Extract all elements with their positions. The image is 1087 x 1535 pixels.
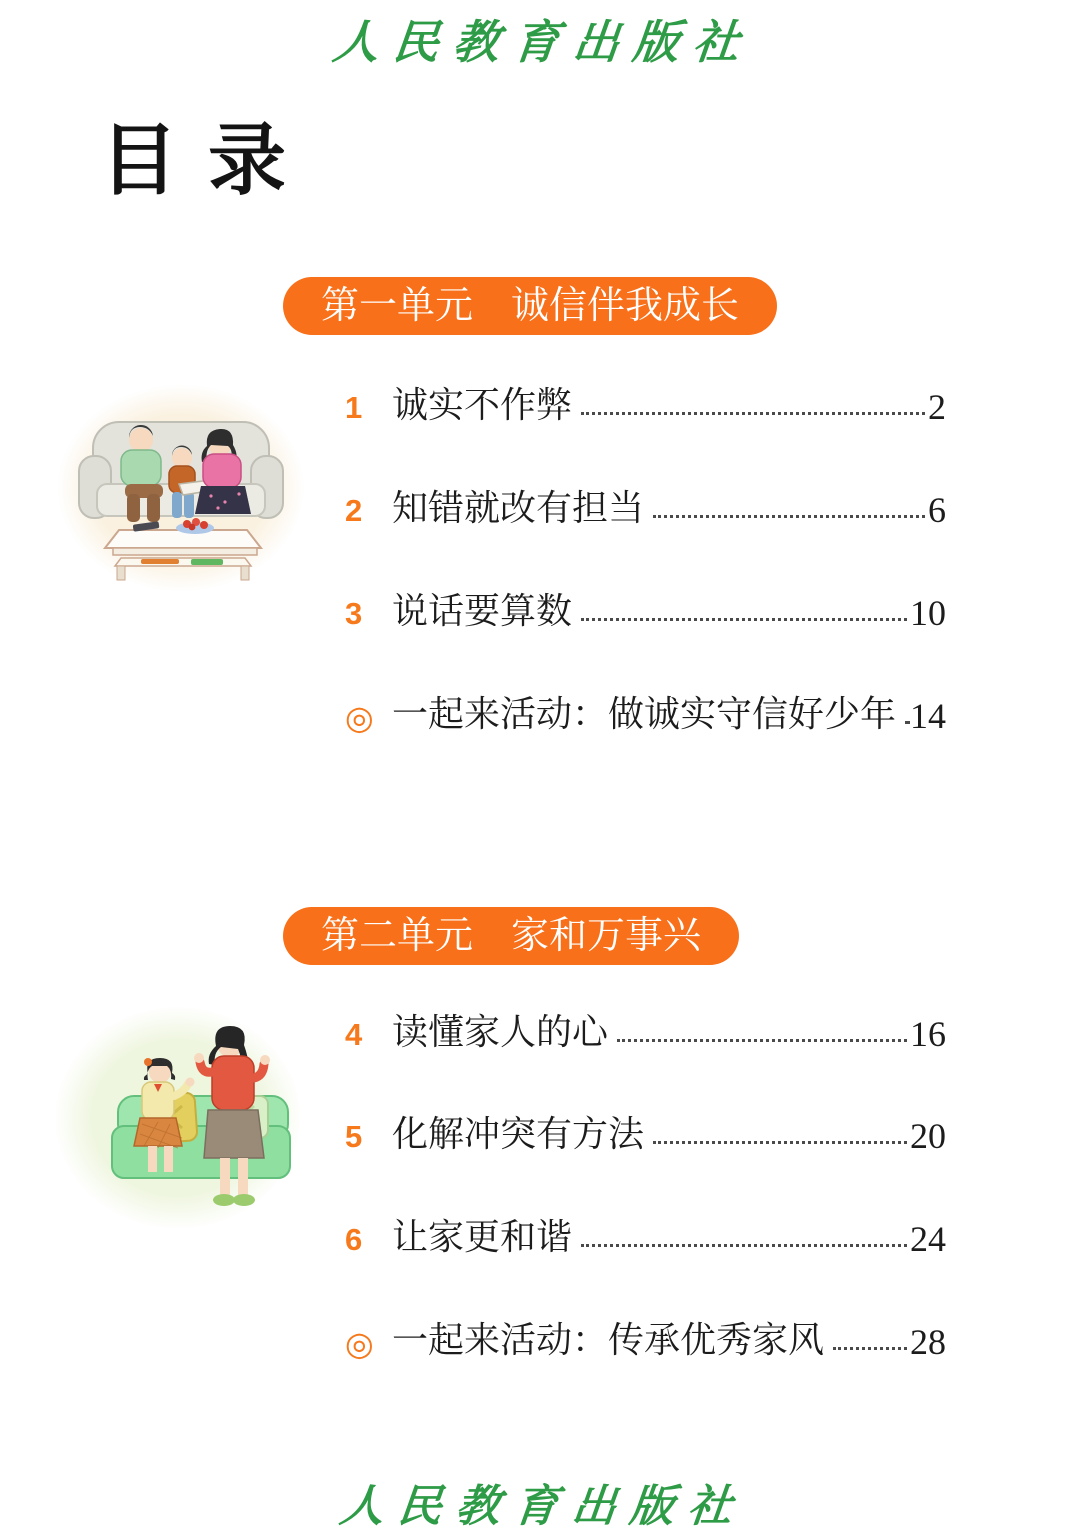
publisher-logo-footer: 人民教育出版社 (337, 1481, 749, 1532)
dot-leader (581, 618, 907, 621)
toc-row-lesson-3 (345, 585, 946, 631)
mother-talking-with-daughter-illustration (52, 1000, 304, 1236)
publisher-logo-header: 人民教育出版社 (330, 15, 757, 69)
activity-bullet-icon: ◎ (345, 1325, 374, 1362)
activity-title: 一起来活动：做诚实守信好少年 (392, 694, 897, 735)
lesson-number: 3 (345, 596, 363, 632)
lesson-title: 知错就改有担当 (392, 488, 645, 529)
toc-row-lesson-2 (345, 482, 946, 528)
page-number: 10 (910, 593, 946, 633)
dot-leader (653, 1141, 907, 1144)
page-number: 16 (910, 1014, 946, 1054)
toc-row-activity-2 (345, 1314, 946, 1360)
dot-leader (653, 515, 925, 518)
page-number: 24 (910, 1219, 946, 1259)
activity-title: 一起来活动：传承优秀家风 (392, 1320, 825, 1361)
dot-leader (617, 1039, 907, 1042)
page-number: 28 (910, 1322, 946, 1362)
dot-leader (905, 721, 907, 724)
toc-row-lesson-4 (345, 1006, 946, 1052)
lesson-number: 2 (345, 493, 363, 529)
page-number: 14 (910, 696, 946, 736)
page-number: 6 (928, 490, 946, 530)
toc-row-lesson-6 (345, 1211, 946, 1257)
toc-row-lesson-1 (345, 379, 946, 425)
family-reading-on-sofa-illustration (55, 380, 307, 598)
toc-row-activity-1 (345, 688, 946, 734)
lesson-title: 让家更和谐 (392, 1217, 573, 1258)
page-number: 2 (928, 387, 946, 427)
lesson-title: 读懂家人的心 (392, 1012, 609, 1053)
lesson-number: 1 (345, 390, 363, 426)
lesson-number: 5 (345, 1119, 363, 1155)
unit1-banner: 第一单元 诚信伴我成长 (283, 277, 777, 335)
toc-row-lesson-5 (345, 1108, 946, 1154)
lesson-title: 诚实不作弊 (392, 385, 573, 426)
lesson-title: 说话要算数 (392, 591, 573, 632)
page-number: 20 (910, 1116, 946, 1156)
lesson-title: 化解冲突有方法 (392, 1114, 645, 1155)
dot-leader (581, 1244, 907, 1247)
dot-leader (833, 1347, 907, 1350)
page-title: 目录 (100, 115, 317, 206)
unit2-banner: 第二单元 家和万事兴 (283, 907, 739, 965)
lesson-number: 4 (345, 1017, 363, 1053)
activity-bullet-icon: ◎ (345, 699, 374, 736)
dot-leader (581, 412, 925, 415)
lesson-number: 6 (345, 1222, 363, 1258)
